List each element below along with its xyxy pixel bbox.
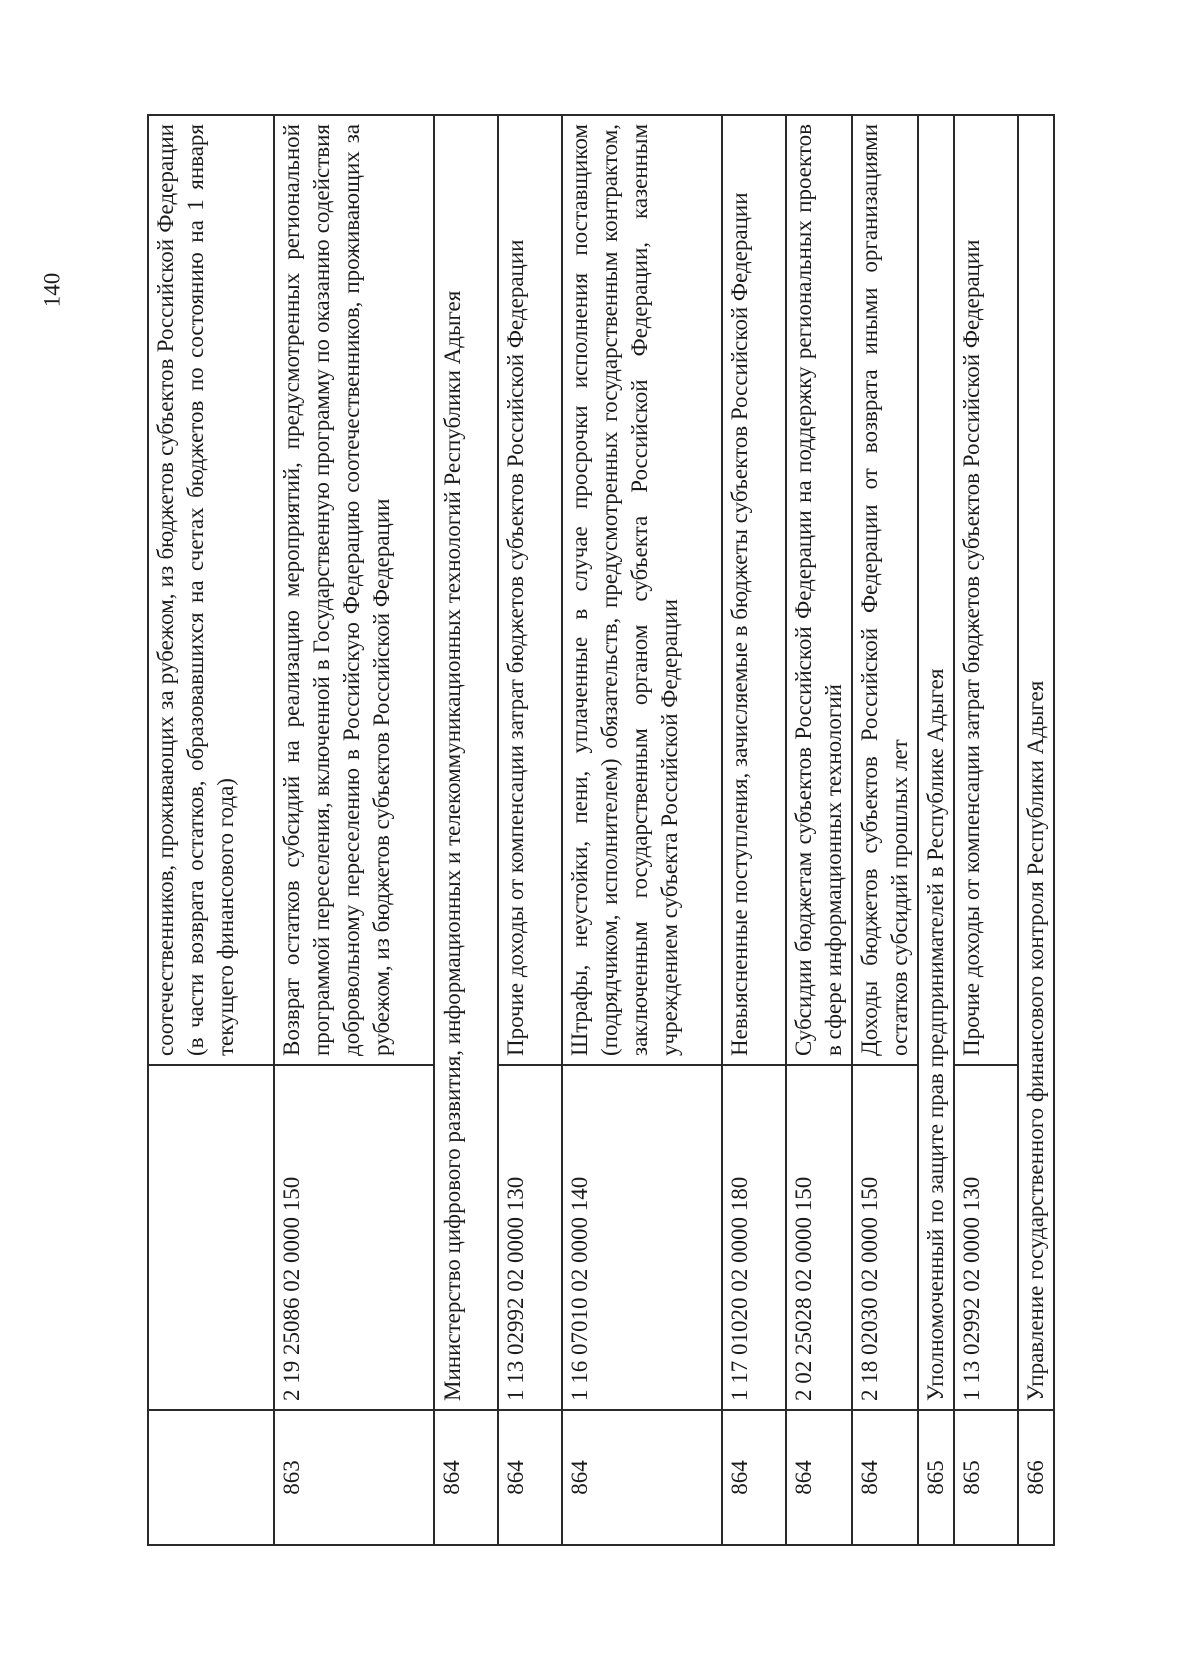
- table-row: [852, 115, 918, 1545]
- kbk-code-cell: 2 18 02030 02 0000 150: [852, 1065, 918, 1410]
- kbk-code-cell: 1 13 02992 02 0000 130: [498, 1065, 562, 1410]
- admin-code-cell: 864: [562, 1410, 722, 1545]
- table-row: [274, 115, 434, 1545]
- table-row: [786, 115, 852, 1545]
- kbk-code-cell: 1 17 01020 02 0000 180: [722, 1065, 786, 1410]
- admin-code-cell: 865: [918, 1410, 954, 1545]
- revenue-codes-table: [147, 114, 1055, 1546]
- organization-name-cell: Управление государственного финансового контроля Республики Адыгея: [1018, 115, 1054, 1410]
- admin-code-cell: 864: [852, 1410, 918, 1545]
- revenue-name-cell: Доходы бюджетов субъектов Российской Федерации от возврата иными организациями остатков субсидий прошлых лет: [852, 115, 918, 1065]
- admin-code-cell: 864: [434, 1410, 498, 1545]
- admin-code-cell: 864: [498, 1410, 562, 1545]
- admin-code-cell: 864: [722, 1410, 786, 1545]
- admin-code-cell: [148, 1410, 274, 1545]
- admin-code-cell: 864: [786, 1410, 852, 1545]
- revenue-name-cell: Невыясненные поступления, зачисляемые в бюджеты субъектов Российской Федерации: [722, 115, 786, 1065]
- kbk-code-cell: [148, 1065, 274, 1410]
- revenue-name-cell: Прочие доходы от компенсации затрат бюджетов субъектов Российской Федерации: [954, 115, 1018, 1065]
- table-wrapper: [147, 114, 1048, 1546]
- kbk-code-cell: 1 16 07010 02 0000 140: [562, 1065, 722, 1410]
- page-number-text: 140: [39, 272, 64, 308]
- org-header-row: [434, 115, 498, 1545]
- admin-code-cell: 865: [954, 1410, 1018, 1545]
- org-header-row: [1018, 115, 1054, 1545]
- table-row: [954, 115, 1018, 1545]
- revenue-name-cell: Прочие доходы от компенсации затрат бюджетов субъектов Российской Федерации: [498, 115, 562, 1065]
- kbk-code-cell: 1 13 02992 02 0000 130: [954, 1065, 1018, 1410]
- table-row: [722, 115, 786, 1545]
- revenue-name-cell: Возврат остатков субсидий на реализацию мероприятий, предусмотренных региональной программой переселения, включенной в Государственную программу по оказанию содействия добровольному переселению в Российскую Федерацию соотечественников, проживающих за рубежом, из бюджетов субъектов Российской Федерации: [274, 115, 434, 1065]
- page-number: [40, 268, 64, 312]
- admin-code-cell: 866: [1018, 1410, 1054, 1545]
- revenue-name-cell: Субсидии бюджетам субъектов Российской Федерации на поддержку региональных проектов в сфере информационных технологий: [786, 115, 852, 1065]
- kbk-code-cell: 2 19 25086 02 0000 150: [274, 1065, 434, 1410]
- revenue-name-cell: соотечественников, проживающих за рубежом, из бюджетов субъектов Российской Федерации (в части возврата остатков, образовавшихся на счетах бюджетов по состоянию на 1 января текущего финансового года): [148, 115, 274, 1065]
- table-row: [148, 115, 274, 1545]
- table-row: [498, 115, 562, 1545]
- table-row: [562, 115, 722, 1545]
- rotated-table-area: [147, 114, 1048, 1546]
- kbk-code-cell: 2 02 25028 02 0000 150: [786, 1065, 852, 1410]
- org-header-row: [918, 115, 954, 1545]
- organization-name-cell: Министерство цифрового развития, информационных и телекоммуникационных технологий Республики Адыгея: [434, 115, 498, 1410]
- organization-name-cell: Уполномоченный по защите прав предпринимателей в Республике Адыгея: [918, 115, 954, 1410]
- admin-code-cell: 863: [274, 1410, 434, 1545]
- revenue-name-cell: Штрафы, неустойки, пени, уплаченные в случае просрочки исполнения поставщиком (подрядчиком, исполнителем) обязательств, предусмотренных государственным контрактом, заключенным государственным органом субъекта Российской Федерации, казенным учреждением субъекта Российской Федерации: [562, 115, 722, 1065]
